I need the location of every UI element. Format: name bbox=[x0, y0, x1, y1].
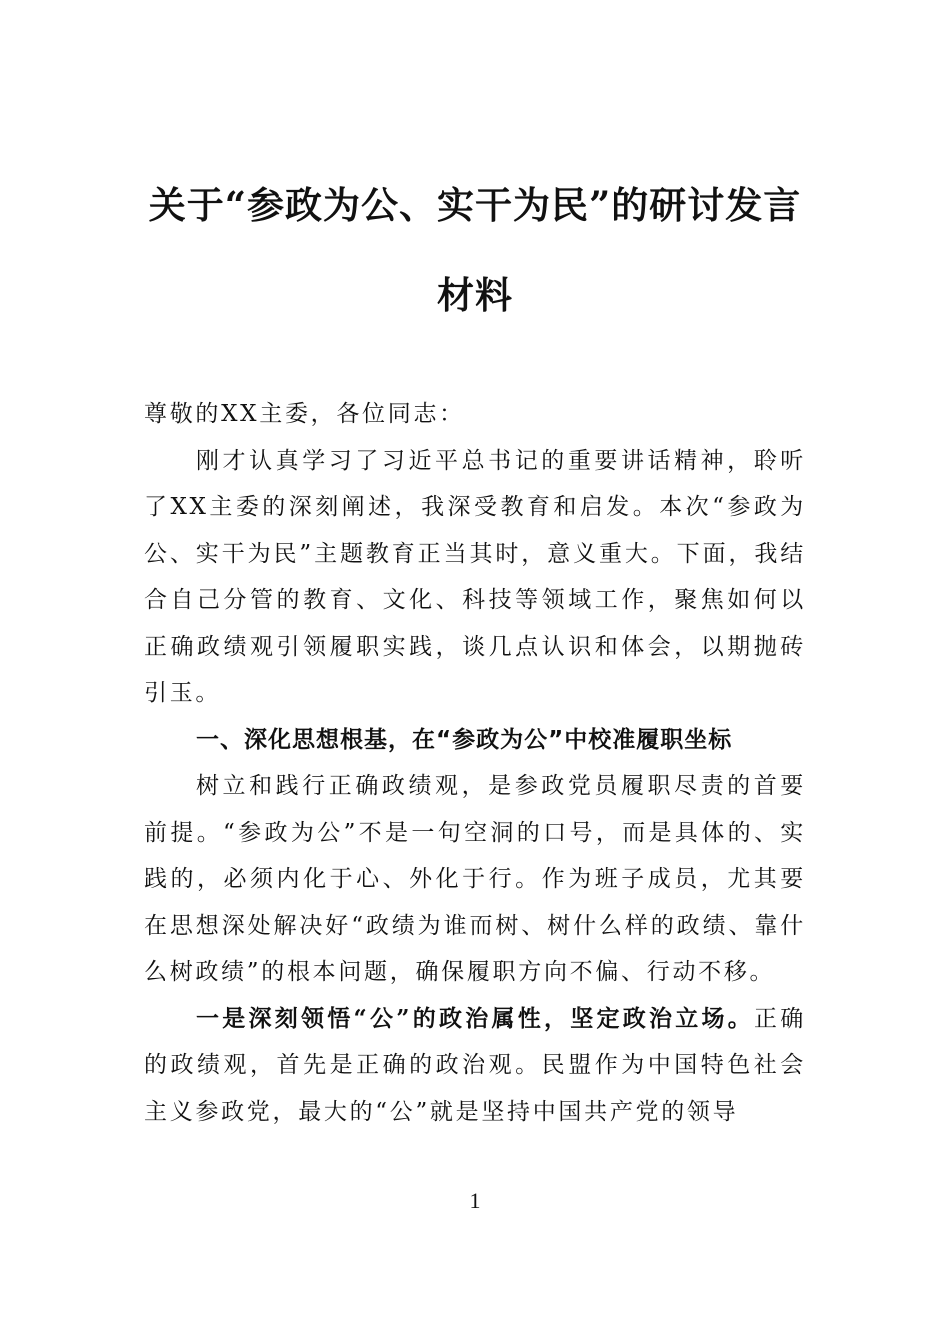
title-line-1: 关于“参政为公、实干为民”的研讨发言 bbox=[148, 183, 802, 227]
section-1-heading: 一、深化思想根基，在“参政为公”中校准履职坐标 bbox=[196, 726, 733, 753]
page-number: 1 bbox=[469, 1188, 481, 1213]
document-title bbox=[140, 160, 810, 340]
point-1-paragraph bbox=[144, 996, 806, 1136]
title-line-2: 材料 bbox=[437, 273, 513, 317]
intro-paragraph: 刚才认真学习了习近平总书记的重要讲话精神，聆听了XX主委的深刻阐述，我深受教育和启发。本次“参政为公、实干为民”主题教育正当其时，意义重大。下面，我结合自己分管的教育、文化、科技等领域工作，聚焦如何以正确政绩观引领履职实践，谈几点认识和体会，以期抛砖引玉。 bbox=[144, 447, 806, 706]
section-1-paragraph: 树立和践行正确政绩观，是参政党员履职尽责的首要前提。“参政为公”不是一句空洞的口号，而是具体的、实践的，必须内化于心、外化于行。作为班子成员，尤其要在思想深处解决好“政绩为谁而树、树什么样的政绩、靠什么树政绩”的根本问题，确保履职方向不偏、行动不移。 bbox=[144, 773, 806, 985]
salutation: 尊敬的XX主委，各位同志： bbox=[144, 401, 465, 427]
document-body bbox=[144, 391, 806, 1135]
point-1-lead: 一是深刻领悟“公”的政治属性，坚定政治立场。 bbox=[196, 1004, 755, 1032]
point-1-text: 正确的政绩观，首先是正确的政治观。民盟作为中国特色社会主义参政党，最大的“公”就是坚持中国共产党的领导 bbox=[144, 1005, 807, 1125]
